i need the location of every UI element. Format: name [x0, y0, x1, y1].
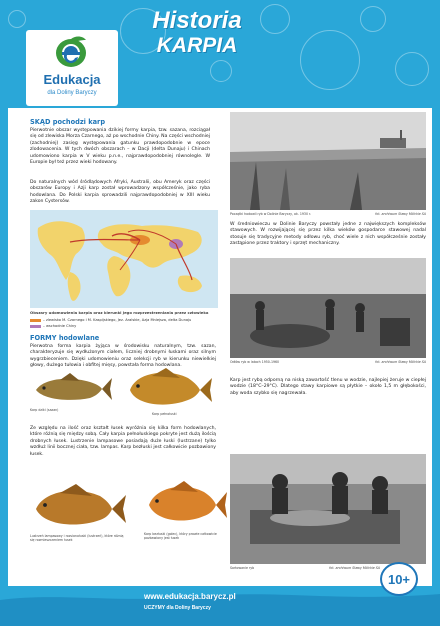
heading-forms: FORMY hodowlane [30, 334, 100, 342]
historic-photo-fishermen [230, 258, 426, 358]
edukacja-logo-icon [49, 34, 93, 70]
origin-paragraph-2: Do naturalnych wód śródlądowych Afryki, Australii, obu Ameryk oraz części obszarów Europy i Azji karp został wprowadzony współcześnie, jako ryba hodowlana. Do Polski karpia sprowadzili najprawdopodobniej w XIII wieku zakon Cystersów. [30, 180, 210, 205]
title-line-2: KARPIA [156, 34, 238, 57]
fish-caption-1: Karp dziki (sazan) [30, 408, 59, 412]
footer-url[interactable]: www.edukacja.barycz.pl [144, 592, 236, 601]
brand-name: Edukacja [43, 72, 101, 87]
photo2-caption: Odłów ryb w latach 1950-1960 [230, 360, 280, 364]
fish-caption-4: Karp bezłuski (golec), który prawie całkowicie pozbawiony jest łusek [144, 532, 217, 541]
brand-logo [26, 30, 118, 106]
map-caption: Obszary udomowienia karpia oraz kierunki jego rozprzestrzeniania przez człowieka [30, 310, 209, 315]
photo2-credit: fot. archiwum Stawy Milickie SA [375, 360, 426, 364]
world-map [30, 210, 218, 308]
heading-origin: SKĄD pochodzi karp [30, 118, 106, 126]
legend-item-2: – wschodnie Chiny [30, 324, 220, 328]
forms-paragraph-2: Ze względu na ilość oraz kształt łusek wyróżnia się kilka form hodowlanych, które różnią się między sobą. Cały karpia pełnołuskiego pokryte jest dużą ilością drobnych łusek. Lustrzenie lampasowe posiadają duże łuski (lustrzane) tylko wzdłuż linii bocznej ciała, tzw. lampas. Karp bezłuski jest całkowicie pozbawiony łusek. [30, 426, 216, 457]
title-line-1: Historia [152, 7, 242, 34]
forms-paragraph-1: Pierwotna forma karpia żyjąca w środowisku naturalnym, tzw. sazan, charakteryzuje się wydłużonym ciałem, liczniej drobnymi łuskami oraz silnym wygrzbieceniem. Dzięki udomowieniu oraz selekcji ryb w kierunku niewielkiej głowy, dużego tułowia i obfitej mięsy, powstała forma hodowlana. [30, 344, 216, 369]
origin-paragraph-1: Pierwotnie obszar występowania dzikiej formy karpia, tzw. sazana, rozciągał się od zlewiska Morza Czarnego, aż po wschodnie Chiny. Na części wschodniej (zachodniej) zasięg występowania gatunku prawdopodobnie w epoce zlodowacenia. W tych dwóch obszarach – w Dacji (delta Dunaju) i Chinach udomowiono karpia w V wieku p.n.e., najprawdopodobniej równolegle. W Europie był też przez wieki hodowany. [30, 128, 210, 166]
page-title [128, 8, 266, 72]
historic-photo-sorting [230, 454, 426, 564]
age-badge: 10+ [380, 562, 418, 596]
legend-item-1: – zlewisko M. Czarnego i M. Kaspijskiego, Jez. Aralskie, Azja Mniejsza, delta Dunaju [30, 318, 220, 322]
footer-tagline: UCZYMY dla Doliny Baryczy [144, 605, 211, 611]
fish-caption-2: Karp pełnołuski [152, 412, 177, 416]
photo3-caption: Sortowanie ryb [230, 566, 255, 570]
photo1-caption: Początki hodowli ryb w Dolinie Baryczy, ok. 1930 r. [230, 212, 312, 216]
barycz-paragraph-1: W średniowieczu w Dolinie Baryczy powstały jedne z największych kompleksów stawowych. W rozwijającej się przez kilka wieków gospodarce stawowej nadal stosuje się tradycyjne metody odłowu ryb, choć wiele z nich współcześnie zostały zastąpione przez traktory i sprzęt mechaniczny. [230, 222, 426, 247]
leather-carp-image [144, 478, 228, 528]
legend-swatch-orange [30, 319, 41, 322]
barycz-paragraph-2: Karp jest rybą odporną na niską zawartość tlenu w wodzie, najlepiej żeruje w ciepłej wodzie (18°C–29°C). Dlatego stawy karpiowe są płytkie – około 1,5 m głębokości, aby woda szybko się nagrzewała. [230, 378, 426, 396]
wild-carp-image [30, 370, 114, 408]
historic-photo-ponds [230, 112, 426, 210]
mirror-carp-image [30, 482, 128, 532]
photo3-credit: fot. archiwum Stawy Milickie SA [329, 566, 380, 570]
scaled-carp-image [124, 366, 214, 410]
legend-swatch-purple [30, 325, 41, 328]
photo1-credit: fot. archiwum Stawy Milickie SA [375, 212, 426, 216]
brand-subtitle: dla Doliny Baryczy [47, 90, 97, 96]
fish-caption-3: Lustrzeń lampasowy i rozsianołuski (lustrzeń), które różnią się rozmieszczeniem łusek [30, 534, 124, 543]
